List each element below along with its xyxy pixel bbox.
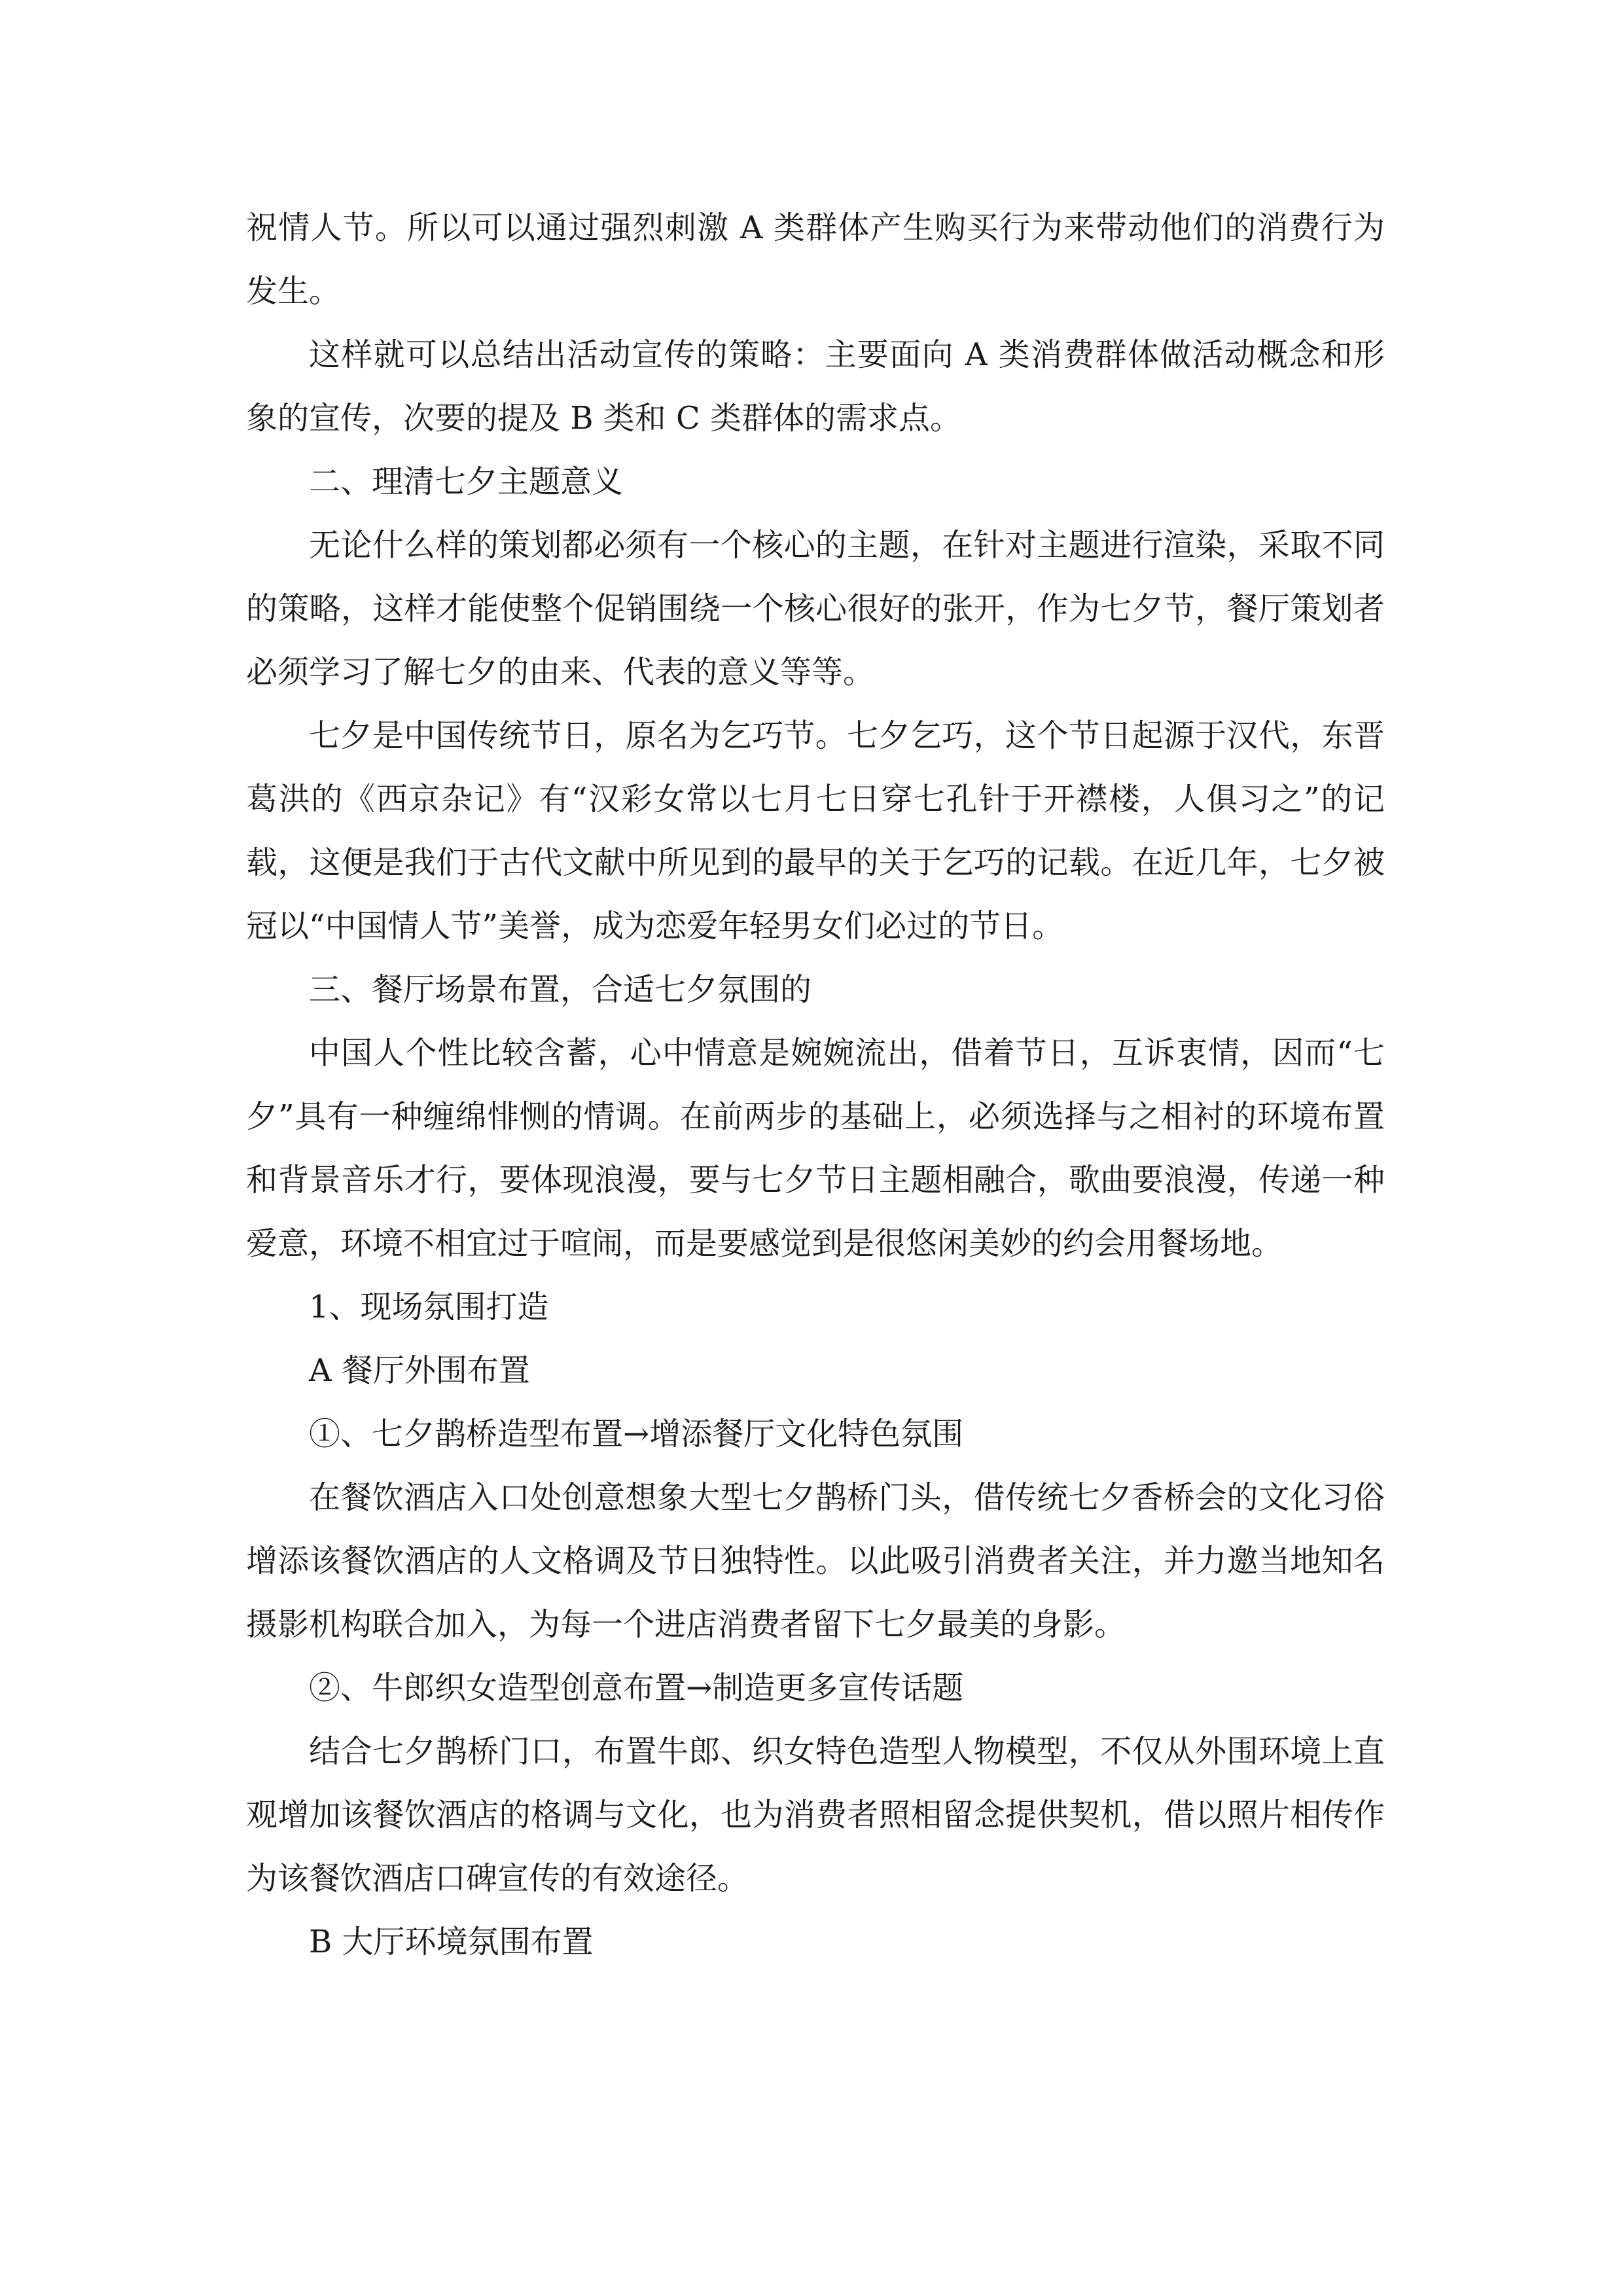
- subheading-a: A 餐厅外围布置: [309, 1352, 530, 1389]
- paragraph-atmosphere: 中国人个性比较含蓄，心中情意是婉婉流出，借着节日，互诉衷情，因而“七夕”具有一种缠绵悱恻的情调。在前两步的基础上，必须选择与之相衬的环境布置和背景音乐才行，要体现浪漫，要与七夕节日主题相融合，歌曲要浪漫，传递一种爱意，环境不相宜过于喧闹，而是要感觉到是很悠闲美妙的约会用餐场地。: [246, 1035, 1385, 1262]
- paragraph-strategy-summary: 这样就可以总结出活动宣传的策略：主要面向 A 类消费群体做活动概念和形象的宣传，次要的提及 B 类和 C 类群体的需求点。: [246, 336, 1385, 437]
- item-heading-2: ②、牛郎织女造型创意布置→制造更多宣传话题: [309, 1670, 964, 1706]
- document-body: [246, 196, 1385, 1974]
- paragraph-bridge-entrance: 在餐饮酒店入口处创意想象大型七夕鹊桥门头，借传统七夕香桥会的文化习俗增添该餐饮酒店的人文格调及节日独特性。以此吸引消费者关注，并力邀当地知名摄影机构联合加入，为每一个进店消费者留下七夕最美的身影。: [246, 1479, 1385, 1643]
- paragraph-figure-models: 结合七夕鹊桥门口，布置牛郎、织女特色造型人物模型，不仅从外围环境上直观增加该餐饮酒店的格调与文化，也为消费者照相留念提供契机，借以照片相传作为该餐饮酒店口碑宣传的有效途径。: [246, 1733, 1385, 1897]
- item-heading-1: ①、七夕鹊桥造型布置→增添餐厅文化特色氛围: [309, 1416, 964, 1452]
- section-heading-3: 三、餐厅场景布置，合适七夕氛围的: [309, 971, 812, 1008]
- subheading-1: 1、现场氛围打造: [309, 1289, 549, 1325]
- section-heading-2: 二、理清七夕主题意义: [309, 463, 624, 500]
- paragraph-qixi-origin: 七夕是中国传统节日，原名为乞巧节。七夕乞巧，这个节日起源于汉代，东晋葛洪的《西京杂记》有“汉彩女常以七月七日穿七孔针于开襟楼，人俱习之”的记载，这便是我们于古代文献中所见到的最早的关于乞巧的记载。在近几年，七夕被冠以“中国情人节”美誉，成为恋爱年轻男女们必过的节日。: [246, 717, 1385, 944]
- paragraph-continuation: 祝情人节。所以可以通过强烈刺激 A 类群体产生购买行为来带动他们的消费行为发生。: [246, 209, 1385, 310]
- subheading-b: B 大厅环境氛围布置: [309, 1924, 594, 1960]
- paragraph-theme: 无论什么样的策划都必须有一个核心的主题，在针对主题进行渲染，采取不同的策略，这样才能使整个促销围绕一个核心很好的张开，作为七夕节，餐厅策划者必须学习了解七夕的由来、代表的意义等等。: [246, 527, 1385, 691]
